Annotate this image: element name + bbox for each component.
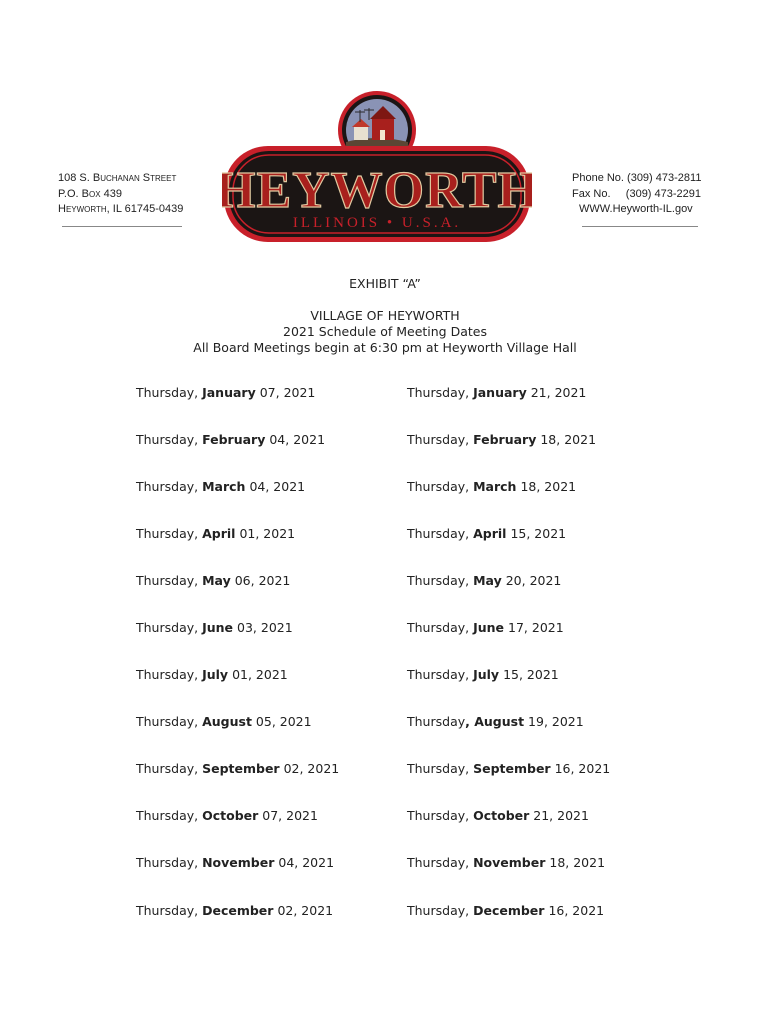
schedule-row bbox=[0, 479, 770, 499]
schedule-row bbox=[0, 808, 770, 828]
schedule-row bbox=[0, 714, 770, 734]
meeting-date: Thursday, November 04, 2021 bbox=[136, 855, 335, 870]
meeting-date: Thursday, May 06, 2021 bbox=[136, 573, 291, 588]
logo-subtitle-text: ILLINOIS • U.S.A. bbox=[292, 215, 462, 231]
meeting-date: Thursday, April 01, 2021 bbox=[136, 526, 296, 541]
meeting-date: Thursday, October 21, 2021 bbox=[407, 808, 589, 823]
meeting-date: Thursday, December 02, 2021 bbox=[136, 903, 334, 918]
fax-number: Fax No. (309) 473-2291 bbox=[572, 187, 702, 200]
schedule-row bbox=[0, 667, 770, 687]
address-block bbox=[58, 171, 183, 227]
address-street: 108 S. Buchanan Street bbox=[58, 172, 177, 184]
schedule-row bbox=[0, 573, 770, 593]
meeting-date: Thursday, November 18, 2021 bbox=[407, 855, 606, 870]
meeting-date: Thursday, August 19, 2021 bbox=[407, 714, 584, 729]
meeting-date: Thursday, July 15, 2021 bbox=[407, 667, 559, 682]
heyworth-logo bbox=[222, 90, 532, 246]
schedule-row bbox=[0, 855, 770, 875]
address-divider bbox=[62, 226, 182, 227]
meeting-date: Thursday, February 18, 2021 bbox=[407, 432, 597, 447]
address-city: Heyworth, IL 61745-0439 bbox=[58, 203, 184, 215]
meeting-date: Thursday, August 05, 2021 bbox=[136, 714, 312, 729]
meeting-date: Thursday, July 01, 2021 bbox=[136, 667, 288, 682]
heyworth-logo-graphic bbox=[222, 90, 532, 246]
meeting-date: Thursday, December 16, 2021 bbox=[407, 903, 605, 918]
meeting-date: Thursday, March 04, 2021 bbox=[136, 479, 306, 494]
meeting-date: Thursday, February 04, 2021 bbox=[136, 432, 326, 447]
contact-divider bbox=[582, 226, 698, 227]
address-po-box: P.O. Box 439 bbox=[58, 187, 122, 200]
meeting-date: Thursday, January 07, 2021 bbox=[136, 385, 316, 400]
meeting-date: Thursday, March 18, 2021 bbox=[407, 479, 577, 494]
logo-heyworth-text: HEYWORTH bbox=[222, 162, 532, 219]
schedule-row bbox=[0, 761, 770, 781]
exhibit-heading: EXHIBIT “A” bbox=[349, 276, 421, 291]
meeting-date: Thursday, September 16, 2021 bbox=[407, 761, 611, 776]
meeting-date: Thursday, October 07, 2021 bbox=[136, 808, 318, 823]
meeting-date: Thursday, June 17, 2021 bbox=[407, 620, 564, 635]
document-subtitle: 2021 Schedule of Meeting Dates bbox=[283, 324, 487, 339]
contact-block bbox=[572, 171, 701, 227]
schedule-row bbox=[0, 903, 770, 923]
meeting-date: Thursday, September 02, 2021 bbox=[136, 761, 340, 776]
meeting-time-note: All Board Meetings begin at 6:30 pm at Heyworth Village Hall bbox=[193, 340, 577, 355]
schedule-row bbox=[0, 620, 770, 640]
meeting-date: Thursday, May 20, 2021 bbox=[407, 573, 562, 588]
meeting-date: Thursday, January 21, 2021 bbox=[407, 385, 587, 400]
document-title: VILLAGE OF HEYWORTH bbox=[310, 308, 460, 323]
website-link[interactable]: WWW.Heyworth-IL.gov bbox=[579, 203, 693, 215]
meeting-date: Thursday, April 15, 2021 bbox=[407, 526, 567, 541]
schedule-row bbox=[0, 432, 770, 452]
document-title-block bbox=[0, 308, 770, 356]
schedule-row bbox=[0, 526, 770, 546]
meeting-date: Thursday, June 03, 2021 bbox=[136, 620, 293, 635]
schedule-row bbox=[0, 385, 770, 405]
phone-number: Phone No. (309) 473-2811 bbox=[572, 172, 702, 184]
